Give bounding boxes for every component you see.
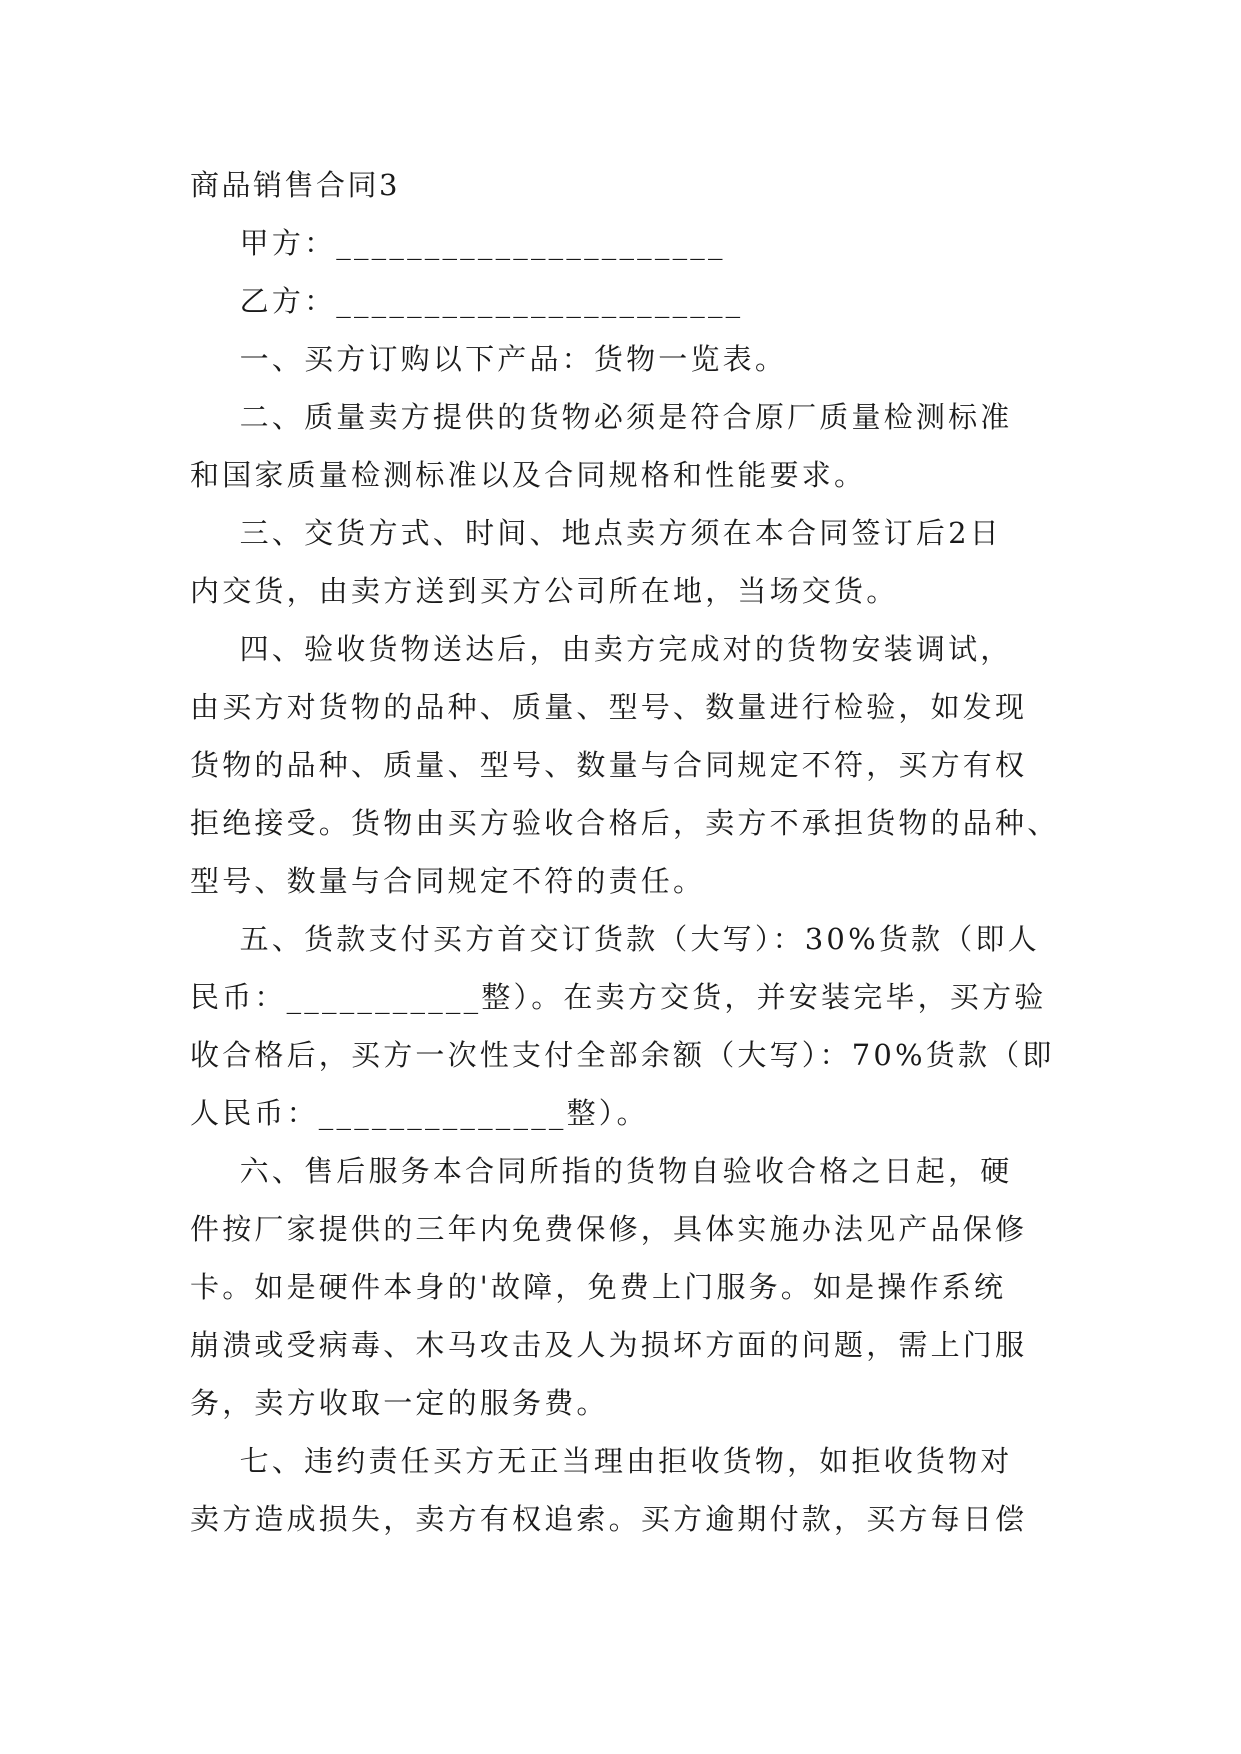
party-a-line: 甲方：______________________: [190, 226, 726, 260]
clause-5-line-1: 五、货款支付买方首交订货款（大写）：30%货款（即人: [190, 922, 1040, 956]
clause-6-line-4: 崩溃或受病毒、木马攻击及人为损坏方面的问题，需上门服: [190, 1328, 1028, 1362]
clause-6-line-3: 卡。如是硬件本身的'故障，免费上门服务。如是操作系统: [190, 1270, 1007, 1304]
document-title: 商品销售合同3: [190, 168, 400, 202]
clause-3-line-1: 三、交货方式、时间、地点卖方须在本合同签订后2日: [190, 516, 1002, 550]
clause-4-line-1: 四、验收货物送达后，由卖方完成对的货物安装调试，: [190, 632, 1013, 666]
clause-5-line-4: 人民币：______________整）。: [190, 1096, 649, 1130]
clause-5-line-3: 收合格后，买方一次性支付全部余额（大写）：70%货款（即: [190, 1038, 1055, 1072]
clause-2-line-1: 二、质量卖方提供的货物必须是符合原厂质量检测标准: [190, 400, 1013, 434]
clause-4-line-3: 货物的品种、质量、型号、数量与合同规定不符，买方有权: [190, 748, 1028, 782]
clause-1-line: 一、买方订购以下产品：货物一览表。: [190, 342, 788, 376]
clause-7-line-1: 七、违约责任买方无正当理由拒收货物，如拒收货物对: [190, 1444, 1013, 1478]
clause-6-line-5: 务，卖方收取一定的服务费。: [190, 1386, 609, 1420]
clause-4-line-5: 型号、数量与合同规定不符的责任。: [190, 864, 706, 898]
clause-7-line-2: 卖方造成损失，卖方有权追索。买方逾期付款，买方每日偿: [190, 1502, 1028, 1536]
clause-3-line-2: 内交货，由卖方送到买方公司所在地，当场交货。: [190, 574, 899, 608]
clause-4-line-4: 拒绝接受。货物由买方验收合格后，卖方不承担货物的品种、: [190, 806, 1060, 840]
clause-6-line-1: 六、售后服务本合同所指的货物自验收合格之日起，硬: [190, 1154, 1013, 1188]
clause-5-line-2: 民币：___________整）。在卖方交货，并安装完毕，买方验: [190, 980, 1047, 1014]
clause-4-line-2: 由买方对货物的品种、质量、型号、数量进行检验，如发现: [190, 690, 1028, 724]
clause-6-line-2: 件按厂家提供的三年内免费保修，具体实施办法见产品保修: [190, 1212, 1028, 1246]
clause-2-line-2: 和国家质量检测标准以及合同规格和性能要求。: [190, 458, 867, 492]
party-b-line: 乙方：_______________________: [190, 284, 744, 318]
